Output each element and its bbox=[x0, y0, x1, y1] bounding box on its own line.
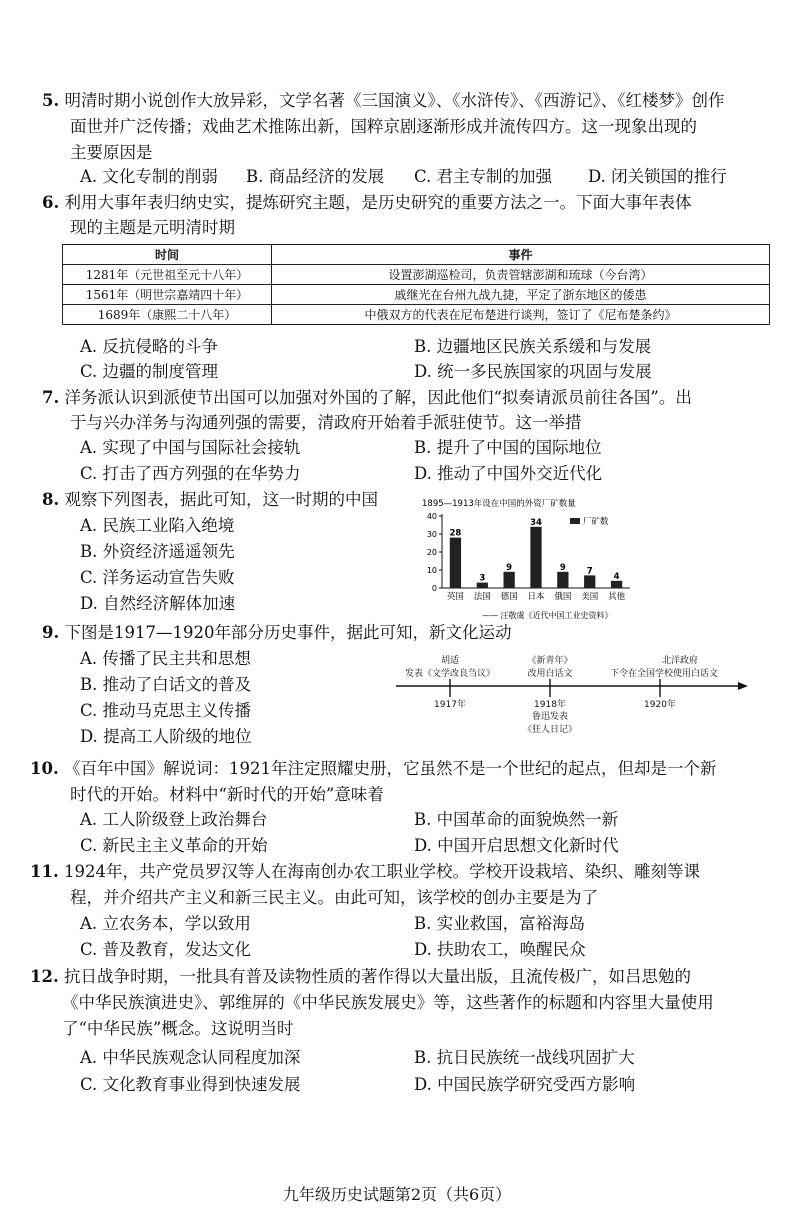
q9-option-c[interactable]: C. 推动马克思主义传播 bbox=[80, 701, 252, 720]
table-cell: 1689年（康熙二十八年） bbox=[63, 305, 272, 325]
q10-option-c[interactable]: C. 新民主主义革命的开始 bbox=[80, 836, 268, 855]
category-label: 法国 bbox=[473, 592, 491, 602]
q11-line1 bbox=[30, 861, 700, 883]
category-label: 德国 bbox=[500, 592, 518, 602]
q5-option-b[interactable]: B. 商品经济的发展 bbox=[246, 167, 385, 186]
q7-text1: 洋务派认识到派使节出国可以加强对外国的了解，因此他们“拟奏请派员前往各国”。出 bbox=[64, 388, 692, 407]
bar bbox=[611, 581, 622, 588]
q5-option-a[interactable]: A. 文化专制的削弱 bbox=[80, 167, 218, 186]
timeline-top3: 北洋政府 bbox=[661, 656, 699, 666]
q6-text1: 利用大事年表归纳史实，提炼研究主题，是历史研究的重要方法之一。下面大事年表体 bbox=[64, 193, 692, 212]
q7-line2: 于与兴办洋务与沟通列强的需要，清政府开始着手派驻使节。这一举措 bbox=[70, 413, 582, 432]
q8-number: 8. bbox=[42, 490, 60, 509]
q8-line1 bbox=[42, 489, 378, 511]
q11-option-d[interactable]: D. 扶助农工，唤醒民众 bbox=[414, 940, 586, 959]
q12-option-a[interactable]: A. 中华民族观念认同程度加深 bbox=[80, 1048, 301, 1067]
q10-option-b[interactable]: B. 中国革命的面貌焕然一新 bbox=[414, 810, 619, 829]
category-label: 美国 bbox=[581, 592, 599, 602]
q5-text1: 明清时期小说创作大放异彩，文学名著《三国演义》、《水浒传》、《西游记》、《红楼梦》创作 bbox=[64, 91, 725, 110]
bar-value-label: 9 bbox=[559, 562, 566, 573]
y-tick-label: 30 bbox=[426, 530, 437, 539]
q8-option-d[interactable]: D. 自然经济解体加速 bbox=[80, 594, 236, 613]
q11-line2: 程，并介绍共产主义和新三民主义。由此可知，该学校的创办主要是为了 bbox=[70, 888, 598, 907]
bar-value-label: 28 bbox=[449, 528, 462, 539]
q12-option-b[interactable]: B. 抗日民族统一战线巩固扩大 bbox=[414, 1048, 635, 1067]
timeline-top2b: 改用白话文 bbox=[527, 669, 573, 679]
table-header-row bbox=[63, 245, 770, 265]
q6-option-a[interactable]: A. 反抗侵略的斗争 bbox=[80, 337, 218, 356]
q8-option-b[interactable]: B. 外资经济遥遥领先 bbox=[80, 542, 235, 561]
table-cell: 1281年（元世祖至元十八年） bbox=[63, 265, 272, 285]
q8-text1: 观察下列图表，据此可知，这一时期的中国 bbox=[64, 490, 378, 509]
bar-value-label: 7 bbox=[586, 566, 593, 577]
q7-line1 bbox=[42, 387, 692, 409]
events-table bbox=[62, 244, 770, 325]
q5-line3: 主要原因是 bbox=[70, 143, 153, 162]
page-footer: 九年级历史试题第2页（共6页） bbox=[282, 1185, 512, 1204]
timeline-year1: 1917年 bbox=[434, 700, 466, 710]
bar-value-label: 3 bbox=[479, 573, 486, 584]
q7-option-a[interactable]: A. 实现了中国与国际社会接轨 bbox=[80, 438, 301, 457]
category-label: 其他 bbox=[608, 592, 626, 602]
q12-line2: 《中华民族演进史》、郭维屏的《中华民族发展史》等，这些著作的标题和内容里大量使用 bbox=[62, 993, 714, 1012]
table-row bbox=[63, 285, 770, 305]
category-label: 日本 bbox=[527, 592, 545, 602]
q9-number: 9. bbox=[42, 623, 60, 642]
timeline-top1: 胡适 bbox=[440, 656, 460, 666]
timeline-year3: 1920年 bbox=[644, 700, 676, 710]
bar bbox=[557, 572, 568, 588]
q7-number: 7. bbox=[42, 388, 60, 407]
bar bbox=[584, 575, 595, 588]
q12-line3: 了“中华民族”概念。这说明当时 bbox=[62, 1019, 294, 1038]
chart-title: 1895—1913年设在中国的外资厂矿数量 bbox=[422, 499, 576, 509]
q5-number: 5. bbox=[42, 91, 60, 110]
y-tick-label: 20 bbox=[426, 548, 437, 557]
y-tick-label: 40 bbox=[426, 512, 437, 521]
q6-number: 6. bbox=[42, 193, 60, 212]
timeline-bottom2b: 《狂人日记》 bbox=[522, 725, 578, 735]
bar bbox=[504, 572, 515, 588]
q6-line2: 现的主题是元明清时期 bbox=[70, 218, 235, 237]
q10-line2: 时代的开始。材料中“新时代的开始”意味着 bbox=[70, 785, 384, 804]
table-cell: 1561年（明世宗嘉靖四十年） bbox=[63, 285, 272, 305]
q12-option-c[interactable]: C. 文化教育事业得到快速发展 bbox=[80, 1075, 301, 1094]
timeline-diagram bbox=[392, 655, 752, 745]
q9-option-b[interactable]: B. 推动了白话文的普及 bbox=[80, 675, 252, 694]
q5-line2: 面世并广泛传播；戏曲艺术推陈出新，国粹京剧逐渐形成并流传四方。这一现象出现的 bbox=[70, 117, 697, 136]
category-label: 英国 bbox=[446, 592, 464, 602]
timeline-year2: 1918年 bbox=[534, 700, 566, 710]
bar bbox=[450, 538, 461, 588]
bar-value-label: 4 bbox=[613, 571, 620, 582]
timeline-svg bbox=[392, 655, 752, 745]
q11-number: 11. bbox=[30, 862, 59, 881]
timeline-top2: 《新青年》 bbox=[527, 656, 573, 666]
timeline-top1b: 发表《文学改良刍议》 bbox=[404, 669, 496, 679]
q12-number: 12. bbox=[30, 967, 59, 986]
q10-option-a[interactable]: A. 工人阶级登上政治舞台 bbox=[80, 810, 268, 829]
q10-option-d[interactable]: D. 中国开启思想文化新时代 bbox=[414, 836, 619, 855]
table-cell: 戚继光在台州九战九捷，平定了浙东地区的倭患 bbox=[272, 285, 770, 305]
table-cell: 设置澎湖巡检司，负责管辖澎湖和琉球（今台湾） bbox=[272, 265, 770, 285]
q5-option-d[interactable]: D. 闭关锁国的推行 bbox=[588, 167, 727, 186]
timeline-top3b: 下令在全国学校使用白话文 bbox=[609, 669, 719, 679]
q8-option-a[interactable]: A. 民族工业陷入绝境 bbox=[80, 516, 235, 535]
q6-option-b[interactable]: B. 边疆地区民族关系缓和与发展 bbox=[414, 337, 652, 356]
y-tick-label: 10 bbox=[426, 566, 437, 575]
q9-text1: 下图是1917—1920年部分历史事件，据此可知，新文化运动 bbox=[64, 623, 512, 642]
q9-option-d[interactable]: D. 提高工人阶级的地位 bbox=[80, 727, 252, 746]
timeline-bottom2: 鲁迅发表 bbox=[531, 712, 569, 722]
q7-option-c[interactable]: C. 打击了西方列强的在华势力 bbox=[80, 464, 301, 483]
q8-option-c[interactable]: C. 洋务运动宣告失败 bbox=[80, 568, 235, 587]
bar-value-label: 34 bbox=[530, 517, 542, 528]
bar bbox=[530, 527, 541, 588]
q10-number: 10. bbox=[30, 759, 59, 778]
q11-option-b[interactable]: B. 实业救国，富裕海岛 bbox=[414, 914, 586, 933]
table-header-event: 事件 bbox=[272, 245, 770, 265]
bar-value-label: 9 bbox=[506, 562, 513, 573]
q9-line1 bbox=[42, 622, 511, 644]
q12-text1: 抗日战争时期，一批具有普及读物性质的著作得以大量出版，且流传极广，如吕思勉的 bbox=[63, 967, 691, 986]
legend-swatch bbox=[570, 518, 580, 524]
q5-option-c[interactable]: C. 君主专制的加强 bbox=[414, 167, 553, 186]
category-label: 俄国 bbox=[554, 592, 572, 602]
q12-line1 bbox=[30, 966, 691, 988]
q10-line1 bbox=[30, 758, 716, 780]
q7-option-d[interactable]: D. 推动了中国外交近代化 bbox=[414, 464, 603, 483]
bar-chart-svg bbox=[420, 496, 670, 626]
table-cell: 中俄双方的代表在尼布楚进行谈判，签订了《尼布楚条约》 bbox=[272, 305, 770, 325]
timeline-arrow bbox=[738, 682, 748, 690]
y-tick-label: 0 bbox=[431, 584, 437, 593]
q6-option-d[interactable]: D. 统一多民族国家的巩固与发展 bbox=[414, 362, 652, 381]
q10-text1: 《百年中国》解说词：1921年注定照耀史册，它虽然不是一个世纪的起点，但却是一个新 bbox=[63, 759, 717, 778]
q12-option-d[interactable]: D. 中国民族学研究受西方影响 bbox=[414, 1075, 636, 1094]
legend-label: 厂矿数 bbox=[583, 517, 609, 527]
q11-text1: 1924年，共产党员罗汉等人在海南创办农工职业学校。学校开设栽培、染织、雕刻等课 bbox=[63, 862, 700, 881]
chart-source: —— 汪敬虞《近代中国工业史资料》 bbox=[482, 611, 613, 620]
q9-option-a[interactable]: A. 传播了民主共和思想 bbox=[80, 649, 251, 668]
q7-option-b[interactable]: B. 提升了中国的国际地位 bbox=[414, 438, 602, 457]
q11-option-a[interactable]: A. 立农务本，学以致用 bbox=[80, 914, 251, 933]
q6-line1 bbox=[42, 192, 691, 214]
bar-chart bbox=[420, 496, 670, 626]
q11-option-c[interactable]: C. 普及教育，发达文化 bbox=[80, 940, 252, 959]
table-row bbox=[63, 305, 770, 325]
table-header-time: 时间 bbox=[63, 245, 272, 265]
q5-line1 bbox=[42, 90, 724, 112]
table-row bbox=[63, 265, 770, 285]
q6-option-c[interactable]: C. 边疆的制度管理 bbox=[80, 362, 219, 381]
